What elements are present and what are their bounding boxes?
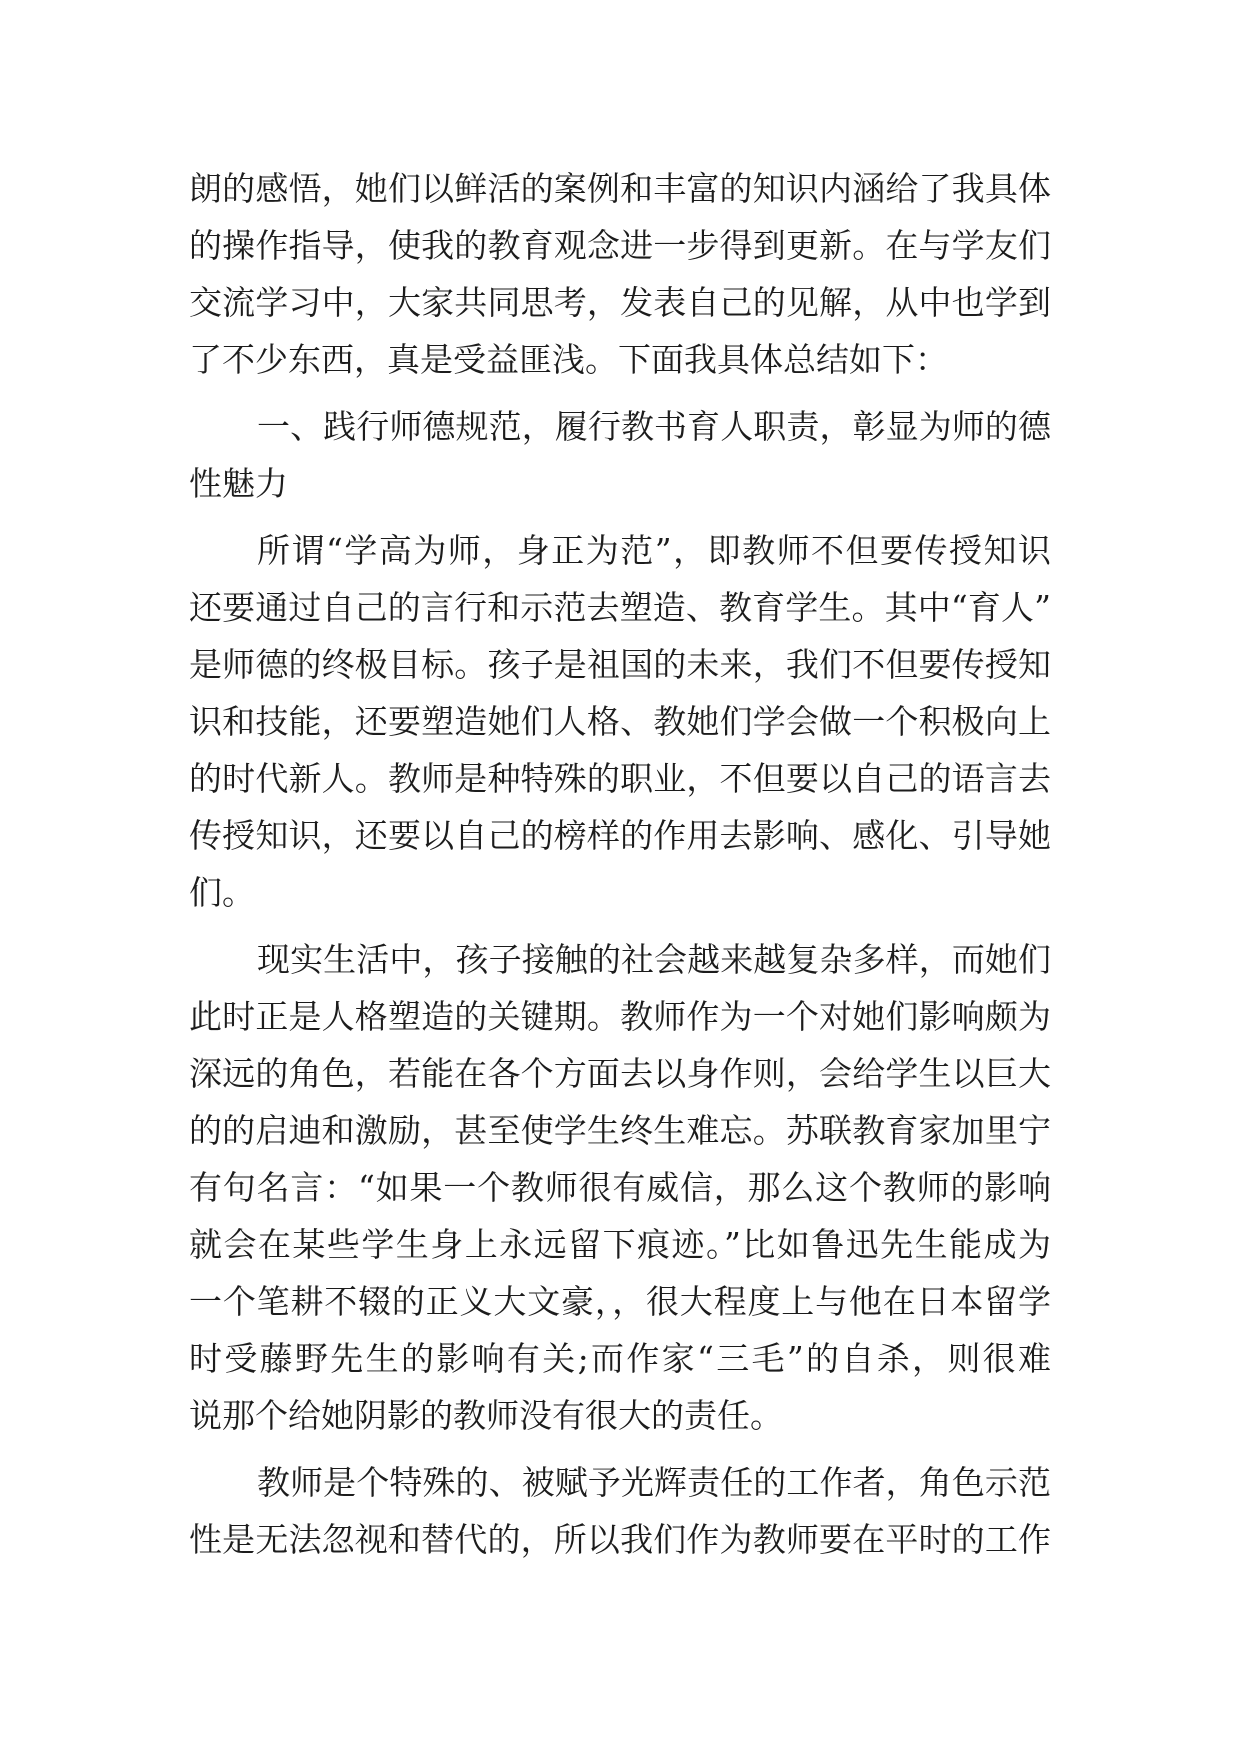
text-line: 朗的感悟，她们以鲜活的案例和丰富的知识内涵给了我具体 [189, 169, 1051, 208]
paragraph-real-life [189, 931, 1051, 1444]
text-line: 性是无法忽视和替代的，所以我们作为教师要在平时的工作 [189, 1520, 1051, 1559]
text-line: 的的启迪和激励，甚至使学生终生难忘。苏联教育家加里宁 [189, 1111, 1051, 1150]
text-line: 的时代新人。教师是种特殊的职业，不但要以自己的语言去 [189, 759, 1051, 798]
text-line: 传授知识，还要以自己的榜样的作用去影响、感化、引导她 [189, 816, 1051, 855]
text-line: 所谓“学高为师，身正为范”，即教师不但要传授知识 [257, 531, 1051, 570]
text-line: 有句名言：“如果一个教师很有威信，那么这个教师的影响 [189, 1168, 1051, 1207]
text-line: 现实生活中，孩子接触的社会越来越复杂多样，而她们 [257, 940, 1051, 979]
text-line: 就会在某些学生身上永远留下痕迹。”比如鲁迅先生能成为 [189, 1225, 1051, 1264]
text-line: 教师是个特殊的、被赋予光辉责任的工作者，角色示范 [257, 1463, 1051, 1502]
text-line: 时受藤野先生的影响有关;而作家“三毛”的自杀，则很难 [189, 1339, 1051, 1378]
text-line: 此时正是人格塑造的关键期。教师作为一个对她们影响颇为 [189, 997, 1051, 1036]
text-line: 们。 [189, 873, 255, 912]
text-line: 还要通过自己的言行和示范去塑造、教育学生。其中“育人” [189, 588, 1051, 627]
text-line: 是师德的终极目标。孩子是祖国的未来，我们不但要传授知 [189, 645, 1051, 684]
text-line: 交流学习中，大家共同思考，发表自己的见解，从中也学到 [189, 283, 1051, 322]
text-line: 了不少东西，真是受益匪浅。下面我具体总结如下： [189, 340, 948, 379]
text-line: 一、践行师德规范，履行教书育人职责，彰显为师的德 [257, 407, 1051, 446]
paragraph-teacher-role [189, 522, 1051, 921]
text-line: 的操作指导，使我的教育观念进一步得到更新。在与学友们 [189, 226, 1051, 265]
section-heading [189, 398, 1051, 512]
text-line: 性魅力 [189, 464, 288, 503]
text-line: 深远的角色，若能在各个方面去以身作则，会给学生以巨大 [189, 1054, 1051, 1093]
text-line: 识和技能，还要塑造她们人格、教她们学会做一个积极向上 [189, 702, 1051, 741]
body-text [189, 160, 1051, 1568]
paragraph-role-model [189, 1454, 1051, 1568]
text-line: 一个笔耕不辍的正义大文豪，，很大程度上与他在日本留学 [189, 1282, 1051, 1321]
paragraph-intro-continuation [189, 160, 1051, 388]
text-line: 说那个给她阴影的教师没有很大的责任。 [189, 1396, 783, 1435]
